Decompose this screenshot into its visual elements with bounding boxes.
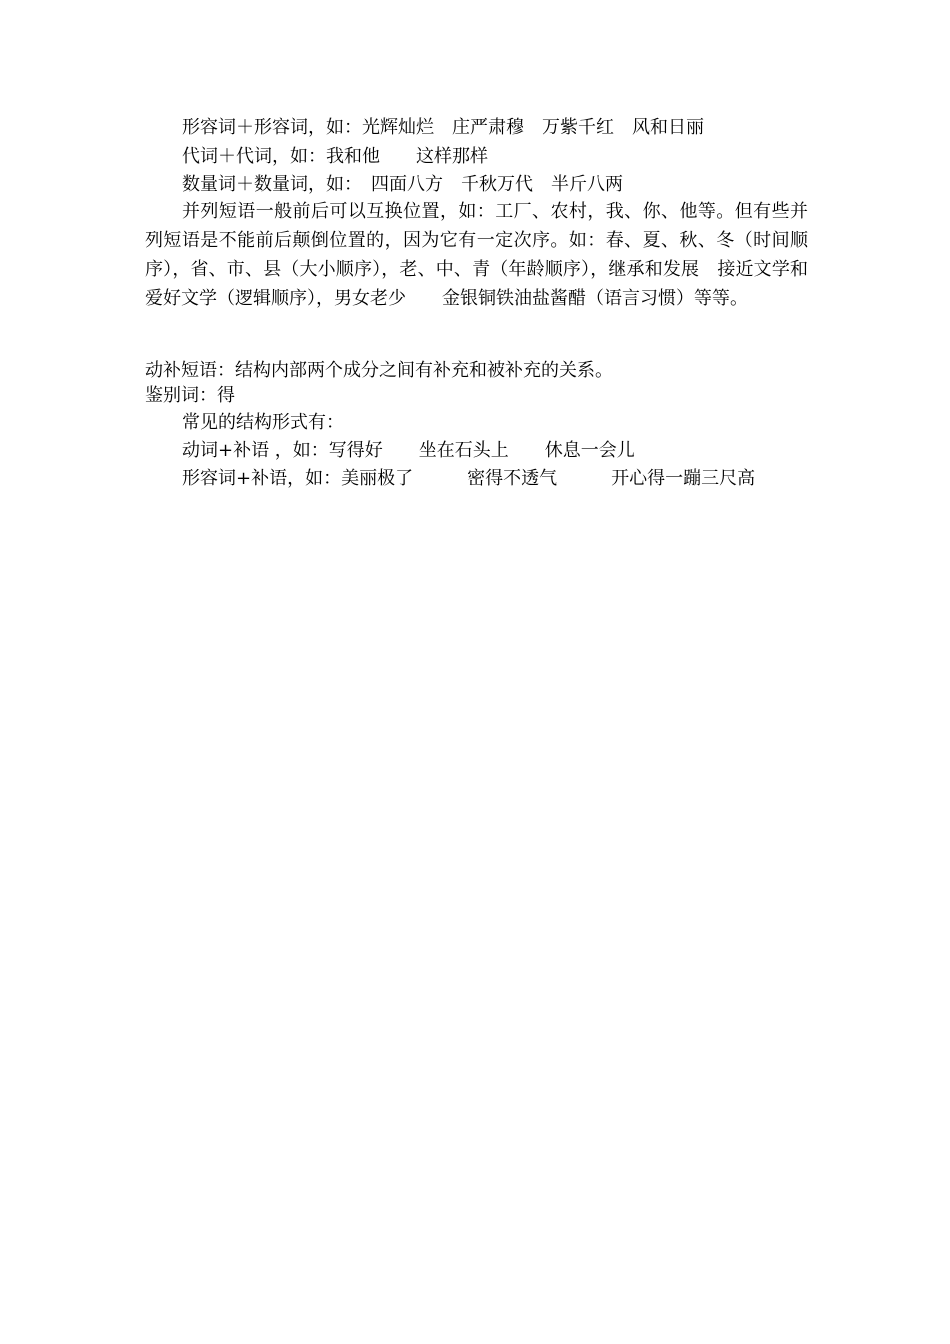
text-line-verb-complement: 动词+补语 ，如：写得好 坐在石头上 休息一会儿 [182, 440, 635, 461]
text-line-numeral-numeral: 数量词＋数量词，如： 四面八方 千秋万代 半斤八两 [182, 174, 623, 195]
text-line-pronoun-pronoun: 代词＋代词，如：我和他 这样那样 [182, 146, 488, 167]
paragraph-parallel-phrase: 并列短语一般前后可以互换位置，如：工厂、农村，我、你、他等。但有些并列短语是不能前后颠倒位置的，因为它有一定次序。如：春、夏、秋、冬（时间顺序），省、市、县（大小顺序），老、中、青（年龄顺序），继承和发展 接近文学和爱好文学（逻辑顺序），男女老少 金银铜铁油盐酱醋（语言习惯）等等。 [145, 201, 808, 309]
text-line-adjective-adjective: 形容词＋形容词，如：光辉灿烂 庄严肃穆 万紫千红 风和日丽 [182, 117, 704, 138]
heading-verb-complement-phrase: 动补短语：结构内部两个成分之间有补充和被补充的关系。 [145, 360, 613, 381]
text-line-adjective-complement: 形容词+补语，如：美丽极了 密得不透气 开心得一蹦三尺高 [182, 468, 756, 489]
identifier-word-line: 鉴别词：得 [145, 385, 235, 406]
common-forms-line: 常见的结构形式有： [182, 412, 344, 433]
